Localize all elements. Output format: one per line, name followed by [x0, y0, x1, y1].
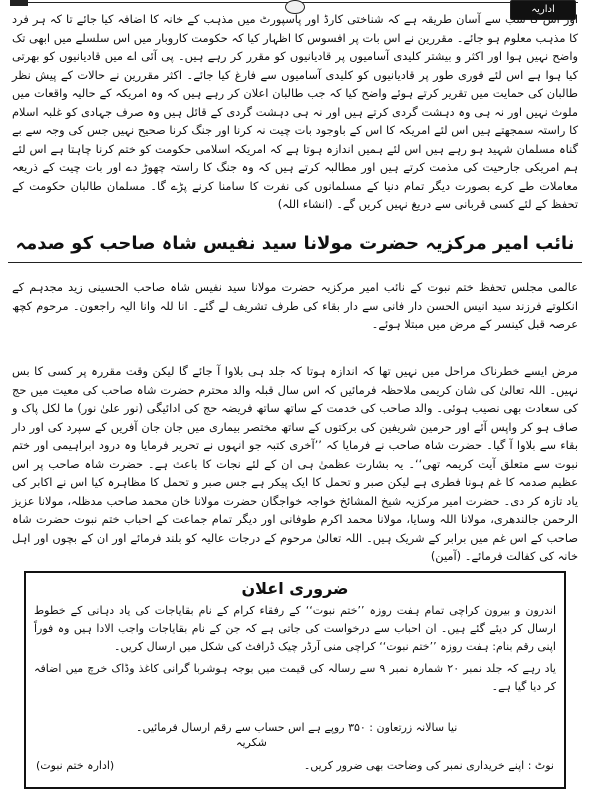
- body-paragraph-1: اور اس کا سب سے آسان طریقہ ہے کہ شناختی کارڈ اور پاسپورٹ میں مذہب کے خانہ کا اضافہ کیا جائے تا کہ ہر فرد کا مذہب معلوم ہو جائے۔ مقررین نے اس بات پر افسوس کا اظہار کیا کہ حکومت کاروبار میں اس سلسلے میں ابھی تک واضح نہیں ہوا اور اکثر و بیشتر کلیدی آسامیوں پر قادیانیوں کو مقرر کر رہے ہیں۔ پی آئی اے میں قادیانیوں کو بھرتی کیا ہوا ہے اس لئے فوری طور پر قادیانیوں کو کلیدی آسامیوں سے فارغ کیا جائے۔ اکثر مقررین نے حالات کے پیش نظر طالبان کی حمایت میں تقریر کرتے ہوئے واضح کیا کہ جب طالبان اعلان کر رہے ہیں کہ وہ امریکہ کے حالیہ واقعات میں ملوث نہیں اور نہ ہی وہ دہشت گردی کرتے ہیں اور نہ ہی دہشت گردی کے قائل ہیں وہ صرف جہادی کو غلبہ اسلام کا راستہ سمجھتے ہیں اس لئے امریکہ کا اس کے باوجود بات چیت نہ کرنا اور جنگ کرنا صحیح نہیں جس کی وجہ سے بے گناہ مسلمان شہید ہو رہے ہیں اس لئے ہمیں اندازہ ہوتا ہے کہ امریکہ اسلامی حکومت کو ختم کرنا چاہتا ہے اس لئے ہم امریکی جارحیت کی مذمت کرتے ہیں اور مطالبہ کرتے ہیں کہ وہ جنگ کا راستہ چھوڑ دے اور بات چیت کے ذریعہ معاملات طے کرے بصورت دیگر تمام دنیا کے مسلمانوں کی نفرت کا سامنا کرنے پڑے گا۔ مسلمان طالبان حکومت کے تحفظ کے لئے کسی قربانی سے دریغ نہیں کریں گے۔ (انشاء اللہ): [12, 12, 578, 211]
- body-paragraph-2: عالمی مجلس تحفظ ختم نبوت کے نائب امیر مرکزیہ حضرت مولانا سید نفیس شاہ صاحب الحسینی زید مجدہم کے انکلوتے فرزند سید انیس الحسن دار فانی سے دار بقاء کی طرف تشریف لے گئے۔ انا للہ وانا الیہ راجعون۔ مرحوم کچھ عرصہ قبل کینسر کے مرض میں مبتلا ہوئے۔: [12, 280, 578, 331]
- thanks-text: شکریہ: [236, 736, 267, 749]
- section-heading-wrap: [8, 229, 582, 259]
- announcement-content: [34, 579, 556, 781]
- announcement-text-2: یاد رہے کہ جلد نمبر ۲۰ شمارہ نمبر ۹ سے رسالہ کی قیمت میں بوجہ ہوشربا گرانی کاغذ وڈاک خرچ میں اضافہ کر دیا گیا ہے۔: [34, 662, 556, 693]
- announcement-footer: [36, 757, 554, 781]
- header-ornament: [10, 0, 28, 6]
- section-heading: نائب امیر مرکزیہ حضرت مولانا سید نفیس شاہ صاحب کو صدمہ: [15, 233, 575, 254]
- announcement-title: ضروری اعلان: [241, 579, 349, 598]
- heading-divider: [8, 262, 582, 263]
- annual-fee-text: نیا سالانہ زرتعاون : ۳۵۰ روپے ہے اس حساب سے رقم ارسال فرمائیں۔: [136, 721, 458, 734]
- announcement-box: [24, 571, 566, 789]
- signature: (ادارہ ختم نبوت): [36, 759, 115, 772]
- announcement-text-1: اندرون و بیرون کراچی تمام ہفت روزہ ’’ختم نبوت‘‘ کے رفقاء کرام کے نام بقایاجات کی یاد دہانی کے خطوط ارسال کر دیئے گئے ہیں۔ ان احباب سے درخواست کی جاتی ہے کہ جن کے نام بقایاجات واجب الادا ہیں وہ فوراً اپنی رقم بنام: ہفت روزہ ’’ختم نبوت‘‘ کراچی منی آرڈر چیک ڈرافٹ کی شکل میں ارسال کریں۔: [34, 604, 556, 653]
- body-paragraph-3: مرض ایسے خطرناک مراحل میں نہیں تھا کہ اندازہ ہوتا کہ جلد ہی بلاوا آ جائے گا لیکن وقت مقررہ پر کسی کا بس نہیں۔ اللہ تعالیٰ کی شان کریمی ملاحظہ فرمائیں کہ اس سال قبلہ والد محترم حضرت شاہ صاحب کی معیت میں حج کی سعادت بھی نصیب ہوئی۔ والد صاحب کی خدمت کے ساتھ ساتھ فریضہ حج کی ادائیگی (نور علیٰ نور) ما لکل پاک و صاف ہو کر واپس آئے اور حرمین شریفین کی برکتوں کے ساتھ مختصر بیماری میں جان جان آفریں کے سپرد کی اور دار بقاء سے بلاوا آ گیا۔ حضرت شاہ صاحب نے فرمایا کہ ’’آخری کتبہ جو انہوں نے تحریر فرمایا وہ درود ابراہیمی اور ختم نبوت سے متعلق آیت کریمہ تھی‘‘۔ یہ بشارت عظمیٰ ہی ان کے لئے نجات کا باعث ہے۔ حضرت شاہ صاحب پر اس عظیم صدمہ کا غم ہونا فطری ہے لیکن صبر و تحمل کا ایک پیکر ہے جس صبر و تحمل کا مظاہرہ کیا اس نے اکابر کی یاد تازہ کر دی۔ حضرت امیر مرکزیہ شیخ المشائخ خواجہ خواجگان حضرت مولانا خان محمد صاحب مدظلہ، مولانا عزیز الرحمن جالندھری، مولانا اللہ وسایا، مولانا محمد اکرم طوفانی اور دیگر تمام جماعت کے احباب ختم نبوت حضرت شاہ صاحب کے اس غم میں برابر کے شریک ہیں۔ اللہ تعالیٰ مرحوم کے درجات عالیہ کو بلند فرمائے اور ان کے بچوں اور اہل خانہ کی کفالت فرمائے۔ (آمین): [12, 364, 578, 563]
- section-label: اداریہ: [510, 0, 576, 20]
- note-text: نوٹ : اپنے خریداری نمبر کی وضاحت بھی ضرور کریں۔: [303, 759, 554, 772]
